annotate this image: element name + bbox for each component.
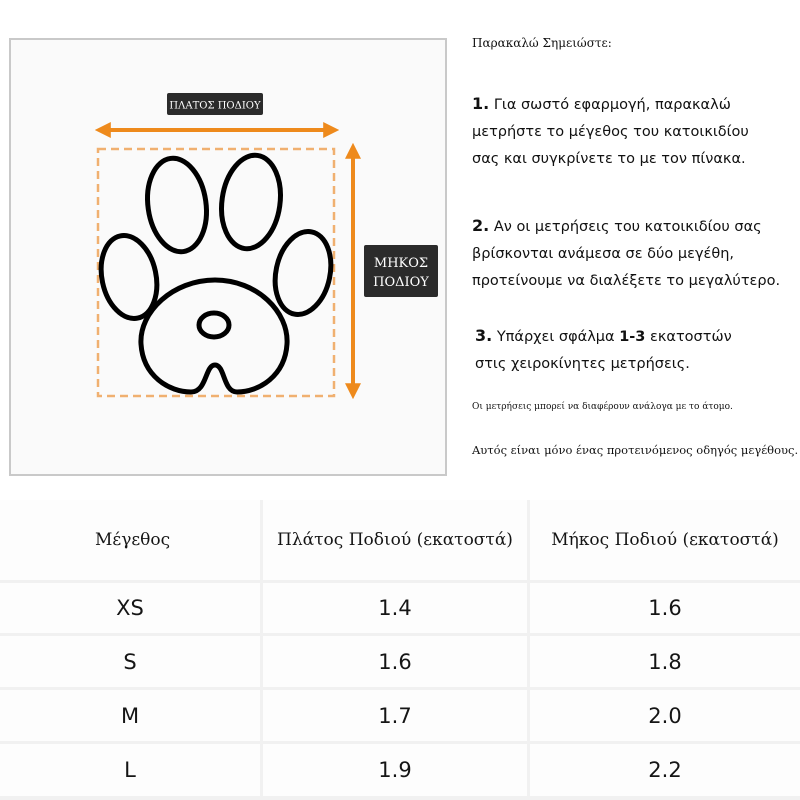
table-header-size: Μέγεθος (0, 500, 260, 580)
table-cell-width-m: 1.7 (263, 690, 527, 741)
note-item-3 (475, 322, 800, 378)
note-3-line-2: στις χειροκίνητες μετρήσεις. (475, 356, 690, 372)
paw-diagram-svg (11, 40, 449, 478)
width-label (167, 93, 263, 115)
table-cell-length-xs: 1.6 (530, 583, 800, 633)
table-cell-width-s: 1.6 (263, 636, 527, 687)
note-3-text-after: εκατοστών (650, 329, 732, 345)
notes-heading: Παρακαλώ Σημειώστε: (472, 36, 612, 50)
small-note-guide: Αυτός είναι μόνο ένας προτεινόμενος οδηγός μεγέθους. (472, 443, 799, 457)
table-cell-size-xs: XS (0, 583, 260, 633)
note-1-line-3: σας και συγκρίνετε το με τον πίνακα. (472, 151, 746, 167)
length-label-line2: ΠΟΔΙΟΥ (373, 275, 429, 290)
note-2-line-3: προτείνουμε να διαλέξετε το μεγαλύτερο. (472, 273, 781, 289)
measurement-dashed-box (98, 149, 334, 396)
note-2-text-1: Αν οι μετρήσεις του κατοικιδίου σας (493, 219, 762, 235)
paw-measurement-diagram (9, 38, 447, 476)
note-item-1 (472, 90, 800, 173)
note-2-line-2: βρίσκονται ανάμεσα σε δύο μεγέθη, (472, 246, 735, 262)
table-cell-size-l: L (0, 744, 260, 796)
note-2-line-1 (472, 212, 800, 241)
width-label-text: ΠΛΑΤΟΣ ΠΟΔΙΟΥ (169, 100, 261, 112)
note-3-error-range: 1-3 (619, 329, 646, 345)
note-1-line-2: μετρήστε το μέγεθος του κατοικιδίου (472, 124, 749, 140)
paw-print-icon (94, 151, 338, 392)
note-2-number: 2. (472, 216, 490, 235)
small-note-variation: Οι μετρήσεις μπορεί να διαφέρουν ανάλογα με το άτομο. (472, 402, 733, 412)
table-cell-length-m: 2.0 (530, 690, 800, 741)
table-header-length: Μήκος Ποδιού (εκατοστά) (530, 500, 800, 580)
table-cell-width-l: 1.9 (263, 744, 527, 796)
table-header-width: Πλάτος Ποδιού (εκατοστά) (263, 500, 527, 580)
table-cell-length-s: 1.8 (530, 636, 800, 687)
notes-section (472, 0, 800, 480)
table-cell-length-l: 2.2 (530, 744, 800, 796)
note-item-2 (472, 212, 800, 295)
size-chart-table (0, 500, 800, 800)
note-3-number: 3. (475, 326, 493, 345)
note-3-text-before: Υπάρχει σφάλμα (496, 329, 615, 345)
length-label (364, 245, 438, 297)
note-1-line-1 (472, 90, 800, 119)
note-1-number: 1. (472, 94, 490, 113)
paw-toe-inner-left (142, 154, 213, 255)
length-label-line1: ΜΗΚΟΣ (373, 256, 429, 271)
paw-toe-inner-right (216, 151, 287, 252)
note-1-text-1: Για σωστό εφαρμογή, παρακαλώ (493, 97, 731, 113)
paw-toe-outer-right (268, 226, 338, 319)
table-cell-size-s: S (0, 636, 260, 687)
table-cell-size-m: M (0, 690, 260, 741)
table-cell-width-xs: 1.4 (263, 583, 527, 633)
paw-center-pad (199, 313, 229, 337)
note-3-line-1 (475, 322, 800, 351)
